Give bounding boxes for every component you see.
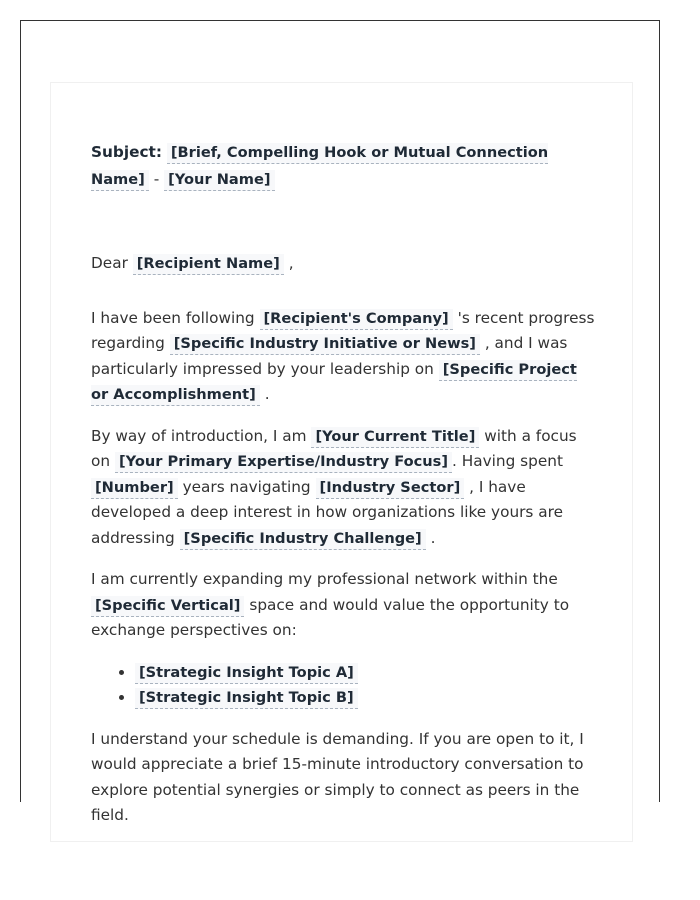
paragraph-text: 's recent progress regarding — [91, 308, 595, 352]
placeholder-topic-a[interactable]: [Strategic Insight Topic A] — [135, 663, 358, 684]
email-body — [91, 139, 596, 845]
paragraph-network — [91, 567, 596, 644]
topic-list — [91, 660, 596, 711]
paragraph-text: space and would value the opportunity to exchange perspectives on: — [91, 595, 570, 639]
email-card — [50, 82, 633, 842]
placeholder-recipient-name[interactable]: [Recipient Name] — [133, 254, 284, 275]
subject-line — [91, 139, 596, 193]
subject-separator: - — [153, 170, 160, 188]
paragraph-text: with a focus on — [91, 426, 577, 470]
placeholder-project[interactable]: [Specific Project or Accomplishment] — [91, 360, 577, 407]
greeting-suffix: , — [288, 254, 294, 272]
greeting — [91, 251, 596, 277]
document-frame — [20, 20, 660, 824]
paragraph-introduction — [91, 424, 596, 552]
placeholder-your-name[interactable]: [Your Name] — [164, 170, 274, 191]
placeholder-topic-b[interactable]: [Strategic Insight Topic B] — [135, 688, 358, 709]
paragraph-text: . — [430, 528, 436, 547]
placeholder-industry-sector[interactable]: [Industry Sector] — [316, 478, 465, 499]
placeholder-current-title[interactable]: [Your Current Title] — [311, 427, 479, 448]
greeting-prefix: Dear — [91, 254, 128, 272]
paragraph-request: I understand your schedule is demanding. If you are open to it, I would appreciate a brief 15-minute introductory conversation to explore potential synergies or simply to connect as peers in the field. — [91, 729, 584, 824]
paragraph-text: , I have developed a deep interest in how organizations like yours are addressing — [91, 477, 564, 547]
paragraph-text: . — [264, 385, 270, 403]
placeholder-industry-challenge[interactable]: [Specific Industry Challenge] — [180, 529, 426, 550]
paragraph-text: , and I was particularly impressed by your leadership on — [91, 334, 568, 378]
paragraph-intro — [91, 306, 596, 408]
placeholder-vertical[interactable]: [Specific Vertical] — [91, 596, 244, 617]
placeholder-recipient-company[interactable]: [Recipient's Company] — [260, 309, 453, 330]
list-item — [135, 660, 596, 686]
placeholder-number[interactable]: [Number] — [91, 478, 178, 499]
paragraph-text: . Having spent — [452, 452, 563, 470]
subject-label: Subject: — [91, 143, 162, 161]
placeholder-hook[interactable]: [Brief, Compelling Hook or Mutual Connection Name] — [91, 143, 548, 191]
placeholder-expertise[interactable]: [Your Primary Expertise/Industry Focus] — [115, 452, 452, 473]
placeholder-industry-initiative[interactable]: [Specific Industry Initiative or News] — [170, 334, 480, 355]
paragraph-text: years navigating — [182, 477, 311, 496]
paragraph-text: I have been following — [91, 308, 255, 327]
paragraph-text: By way of introduction, I am — [91, 426, 307, 445]
list-item — [135, 685, 596, 711]
paragraph-text: I am currently expanding my professional network within the — [91, 570, 558, 588]
